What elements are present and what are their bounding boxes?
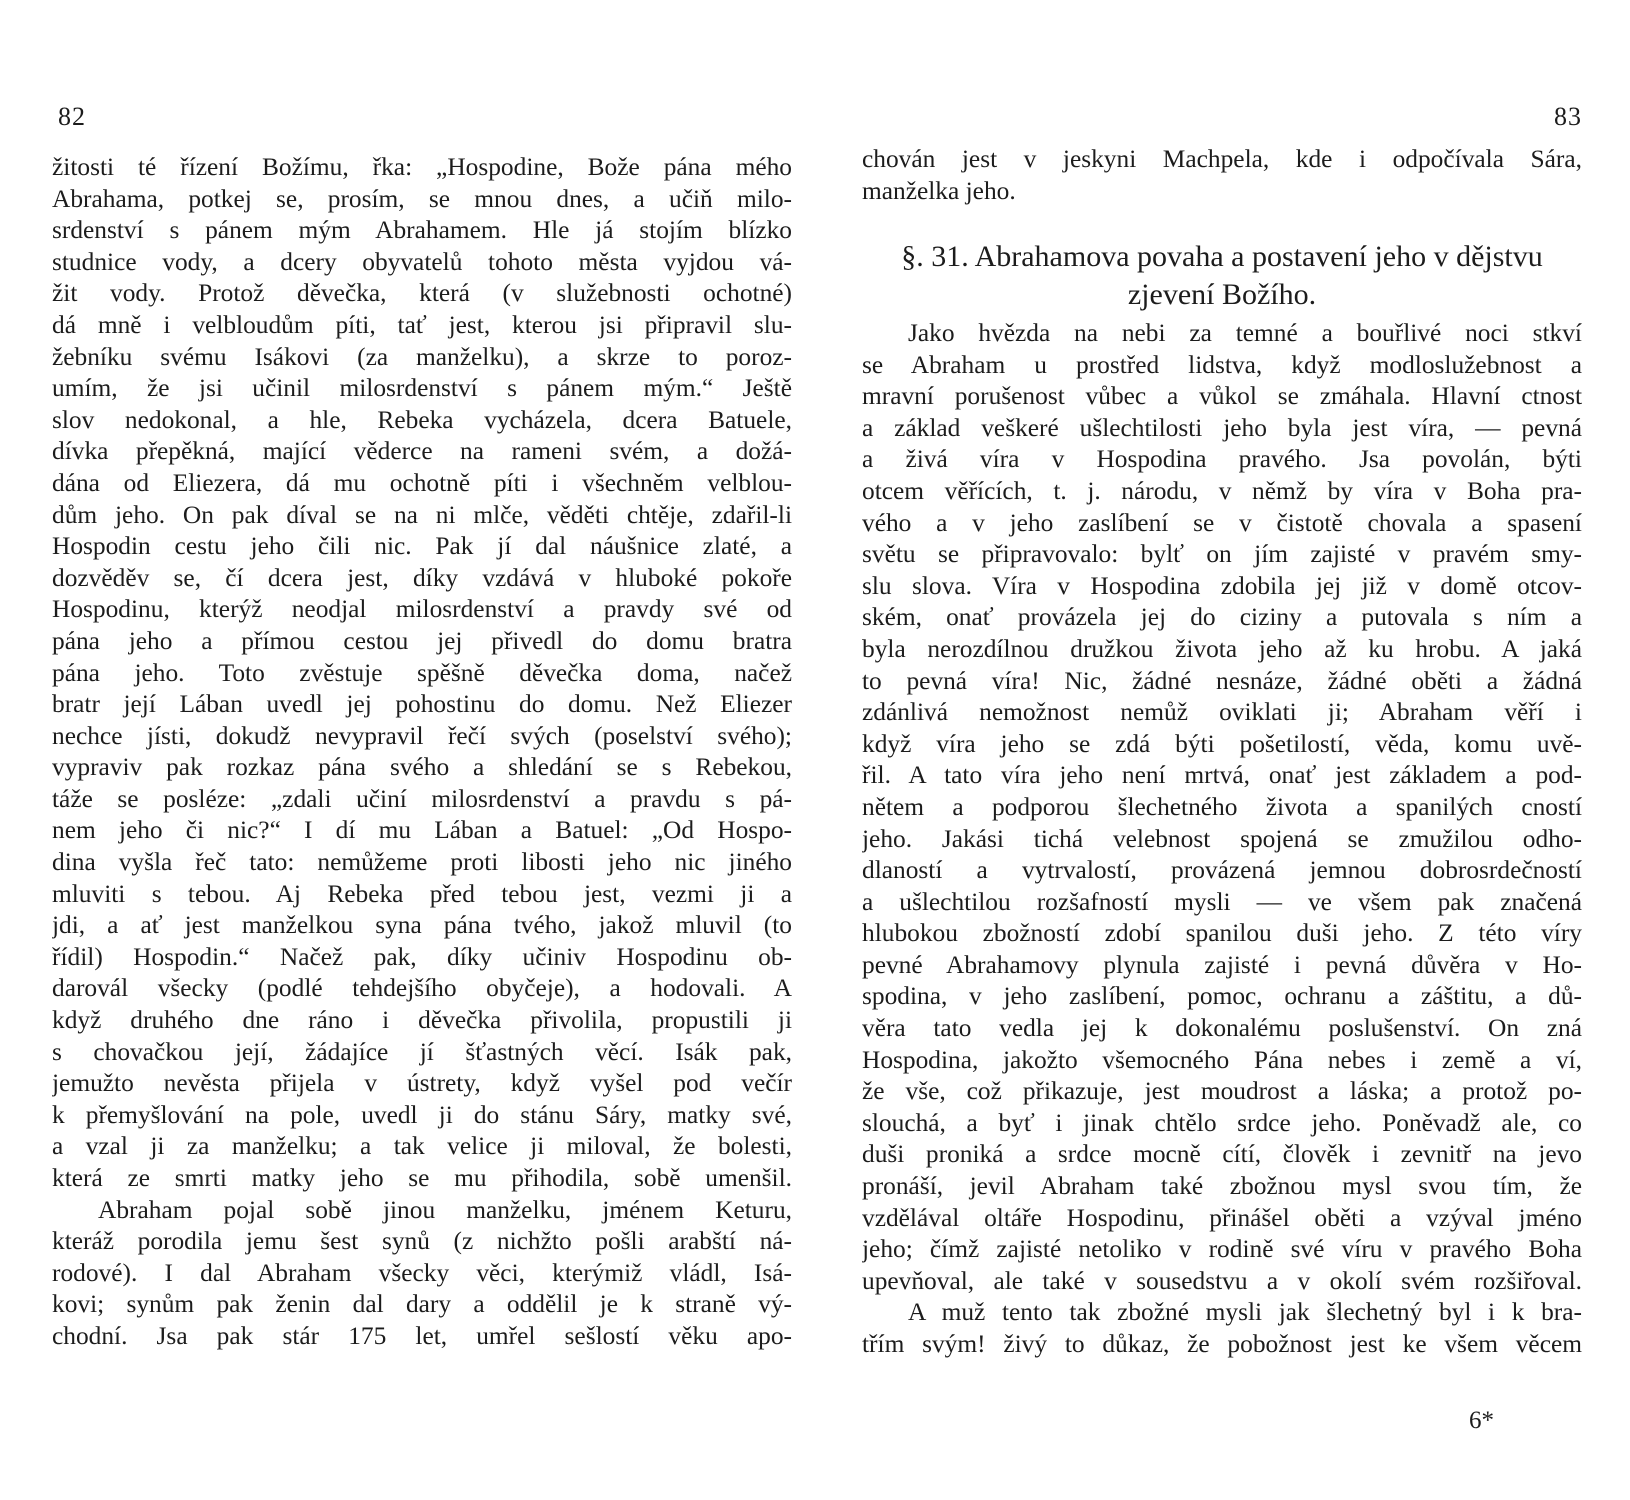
text-line: žitosti té řízení Božímu, řka: „Hospodine, Bože pána mého xyxy=(52,153,792,181)
text-line: umím, že jsi učinil milosrdenství s pánem mým.“ Ještě xyxy=(52,374,792,403)
text-line: Hospodina, jakožto všemocného Pána nebes i země a ví, xyxy=(862,1045,1582,1074)
text-line: dána od Eliezera, dá mu ochotně píti i všechněm velblou- xyxy=(52,468,792,497)
text-line: kteráž porodila jemu šest synů (z nichžto pošli arabští ná- xyxy=(52,1227,792,1256)
text-line: upevňoval, ale také v sousedstvu a v okolí svém rozšiřoval. xyxy=(862,1266,1582,1295)
text-line: pána jeho. Toto zvěstuje spěšně děvečka doma, načež xyxy=(52,658,792,687)
text-line: nětem a podporou šlechetného života a spanilých cností xyxy=(862,792,1582,821)
text-line: studnice vody, a dcery obyvatelů tohoto města vyjdou vá- xyxy=(52,247,792,276)
text-line: slouchá, a byť i jinak chtělo srdce jeho. Poněvadž ale, co xyxy=(862,1108,1582,1137)
text-line: chován jest v jeskyni Machpela, kde i odpočívala Sára, xyxy=(862,145,1582,173)
text-line: hlubokou zbožností zdobí spanilou duši jeho. Z této víry xyxy=(862,919,1582,948)
text-line: zdánlivá nemožnost nemůž oviklati ji; Abraham věří i xyxy=(862,698,1582,727)
text-line: že vše, což přikazuje, jest moudrost a láska; a protož po- xyxy=(862,1077,1582,1106)
text-line: Hospodin cestu jeho čili nic. Pak jí dal náušnice zlaté, a xyxy=(52,532,792,561)
text-line: rodové). I dal Abraham všecky věci, kterýmiž vládl, Isá- xyxy=(52,1258,792,1287)
text-line: ském, onať provázela jej do ciziny a putovala s ním a xyxy=(862,603,1582,632)
text-line: dům jeho. On pak díval se na ni mlče, věděti chtěje, zdařil-li xyxy=(52,500,792,529)
text-line: darovál všecky (podlé tehdejšího obyčeje), a hodovali. A xyxy=(52,974,792,1003)
right-page xyxy=(862,0,1582,1500)
text-line: se Abraham u prostřed lidstva, když modloslužebnost a xyxy=(862,350,1582,379)
page-number: 82 xyxy=(58,102,86,131)
text-line: otcem věřících, t. j. národu, v němž by víra v Boha pra- xyxy=(862,476,1582,505)
page-number: 83 xyxy=(1554,102,1582,131)
text-line: jdi, a ať jest manželkou syna pána tvého, jakož mluvil (to xyxy=(52,911,792,940)
text-line: Hospodinu, kterýž neodjal milosrdenství a pravdy své od xyxy=(52,595,792,624)
text-line: věra tato vedla jej k dokonalému poslušenství. On zná xyxy=(862,1014,1582,1043)
text-line: srdenství s pánem mým Abrahamem. Hle já stojím blízko xyxy=(52,216,792,245)
left-page xyxy=(52,0,792,1500)
text-line: jeho; čímž zajisté netoliko v rodině své víru v pravého Boha xyxy=(862,1235,1582,1264)
text-line: jemužto nevěsta přijela v ústrety, když vyšel pod večír xyxy=(52,1069,792,1098)
text-line: bratr její Lában uvedl jej pohostinu do domu. Než Eliezer xyxy=(52,690,792,719)
section-heading-line: zjevení Božího. xyxy=(1127,278,1317,311)
text-line: třím svým! živý to důkaz, že pobožnost jest ke všem věcem xyxy=(862,1330,1582,1358)
text-line: byla nerozdílnou družkou života jeho až ku hrobu. A jaká xyxy=(862,634,1582,663)
text-line: řil. A tato víra jeho není mrtvá, onať jest základem a pod- xyxy=(862,761,1582,790)
text-line: manželka jeho. xyxy=(862,176,1016,205)
text-line: k přemyšlování na pole, uvedl ji do stánu Sáry, matky své, xyxy=(52,1100,792,1129)
text-line: žit vody. Protož děvečka, která (v služebnosti ochotné) xyxy=(52,279,792,308)
section-body-text xyxy=(862,318,1582,1361)
text-line: mluviti s tebou. Aj Rebeka před tebou jest, vezmi ji a xyxy=(52,879,792,908)
text-line: když víra jeho se zdá býti pošetilostí, věda, komu uvě- xyxy=(862,729,1582,758)
section-heading-line: §. 31. Abrahamova povaha a postavení jeho v dějstvu xyxy=(901,240,1543,273)
signature-mark: 6* xyxy=(1469,1407,1494,1434)
text-line: dívka přepěkná, mající věderce na rameni svém, a dožá- xyxy=(52,437,792,466)
text-line: která ze smrti matky jeho se mu přihodila, sobě umenšil. xyxy=(52,1164,792,1192)
text-line: Abrahama, potkej se, prosím, se mnou dnes, a učiň milo- xyxy=(52,184,792,213)
text-line: a ušlechtilou rozšafností mysli — ve všem pak značená xyxy=(862,887,1582,916)
text-line: nem jeho či nic?“ I dí mu Lában a Batuel: „Od Hospo- xyxy=(52,816,792,845)
text-line: světu se připravovalo: bylť on jím zajisté v pravém smy- xyxy=(862,540,1582,569)
text-line: mravní porušenost vůbec a vůkol se zmáhala. Hlavní ctnost xyxy=(862,382,1582,411)
text-line: dá mně i velbloudům píti, tať jest, kterou jsi připravil slu- xyxy=(52,310,792,339)
text-line: slu slova. Víra v Hospodina zdobila jej již v domě otcov- xyxy=(862,571,1582,600)
text-line: a základ veškeré ušlechtilosti jeho byla jest víra, — pevná xyxy=(862,413,1582,442)
text-line: slov nedokonal, a hle, Rebeka vycházela, dcera Batuele, xyxy=(52,405,792,434)
text-line: s chovačkou její, žádajíce jí šťastných věcí. Isák pak, xyxy=(52,1037,792,1066)
text-line: pronáší, jevil Abraham také zbožnou mysl svou tím, že xyxy=(862,1172,1582,1201)
text-line: kovi; synům pak ženin dal dary a oddělil je k straně vý- xyxy=(52,1290,792,1319)
text-line: dlaností a vytrvalostí, provázená jemnou dobrosrdečností xyxy=(862,856,1582,885)
text-line: vypraviv pak rozkaz pána svého a shledání se s Rebekou, xyxy=(52,753,792,782)
text-line: duši proniká a srdce mocně cítí, člověk i zevnitř na jevo xyxy=(862,1140,1582,1169)
text-line: když druhého dne ráno i děvečka přivolila, propustili ji xyxy=(52,1006,792,1035)
text-line: vzdělával oltáře Hospodinu, přinášel oběti a vzýval jméno xyxy=(862,1203,1582,1232)
text-line: žebníku svému Isákovi (za manželku), a skrze to poroz- xyxy=(52,342,792,371)
text-line: vého a v jeho zaslíbení se v čistotě chovala a spasení xyxy=(862,508,1582,537)
text-line: táže se posléze: „zdali učiní milosrdenství a pravdu s pá- xyxy=(52,784,792,813)
text-line: to pevná víra! Nic, žádné nesnáze, žádné oběti a žádná xyxy=(862,666,1582,695)
text-line: spodina, v jeho zaslíbení, pomoc, ochranu a záštitu, a dů- xyxy=(862,982,1582,1011)
text-line: nechce jísti, dokudž nevypravil řečí svých (poselství svého); xyxy=(52,721,792,750)
text-line: chodní. Jsa pak stár 175 let, umřel sešlostí věku apo- xyxy=(52,1321,792,1350)
text-line: Abraham pojal sobě jinou manželku, jménem Keturu, xyxy=(98,1195,792,1224)
text-line: A muž tento tak zbožné mysli jak šlechetný byl i k bra- xyxy=(908,1298,1582,1327)
text-line: pána jeho a přímou cestou jej přivedl do domu bratra xyxy=(52,626,792,655)
text-line: řídil) Hospodin.“ Načež pak, díky učiniv Hospodinu ob- xyxy=(52,942,792,971)
text-line: a vzal ji za manželku; a tak velice ji miloval, že bolesti, xyxy=(52,1132,792,1161)
text-line: dina vyšla řeč tato: nemůžeme proti libosti jeho nic jiného xyxy=(52,848,792,877)
text-line: a živá víra v Hospodina pravého. Jsa povolán, býti xyxy=(862,445,1582,474)
text-line: pevné Abrahamovy plynula zajisté i pevná důvěra v Ho- xyxy=(862,950,1582,979)
text-line: jeho. Jakási tichá velebnost spojená se zmužilou odho- xyxy=(862,824,1582,853)
section-heading xyxy=(862,238,1582,314)
text-line: dozvěděv se, čí dcera jest, díky vzdává v hluboké pokoře xyxy=(52,563,792,592)
continuation-text xyxy=(862,144,1582,207)
left-body-text xyxy=(52,152,792,1353)
text-line: Jako hvězda na nebi za temné a bouřlivé noci stkví xyxy=(908,319,1582,347)
